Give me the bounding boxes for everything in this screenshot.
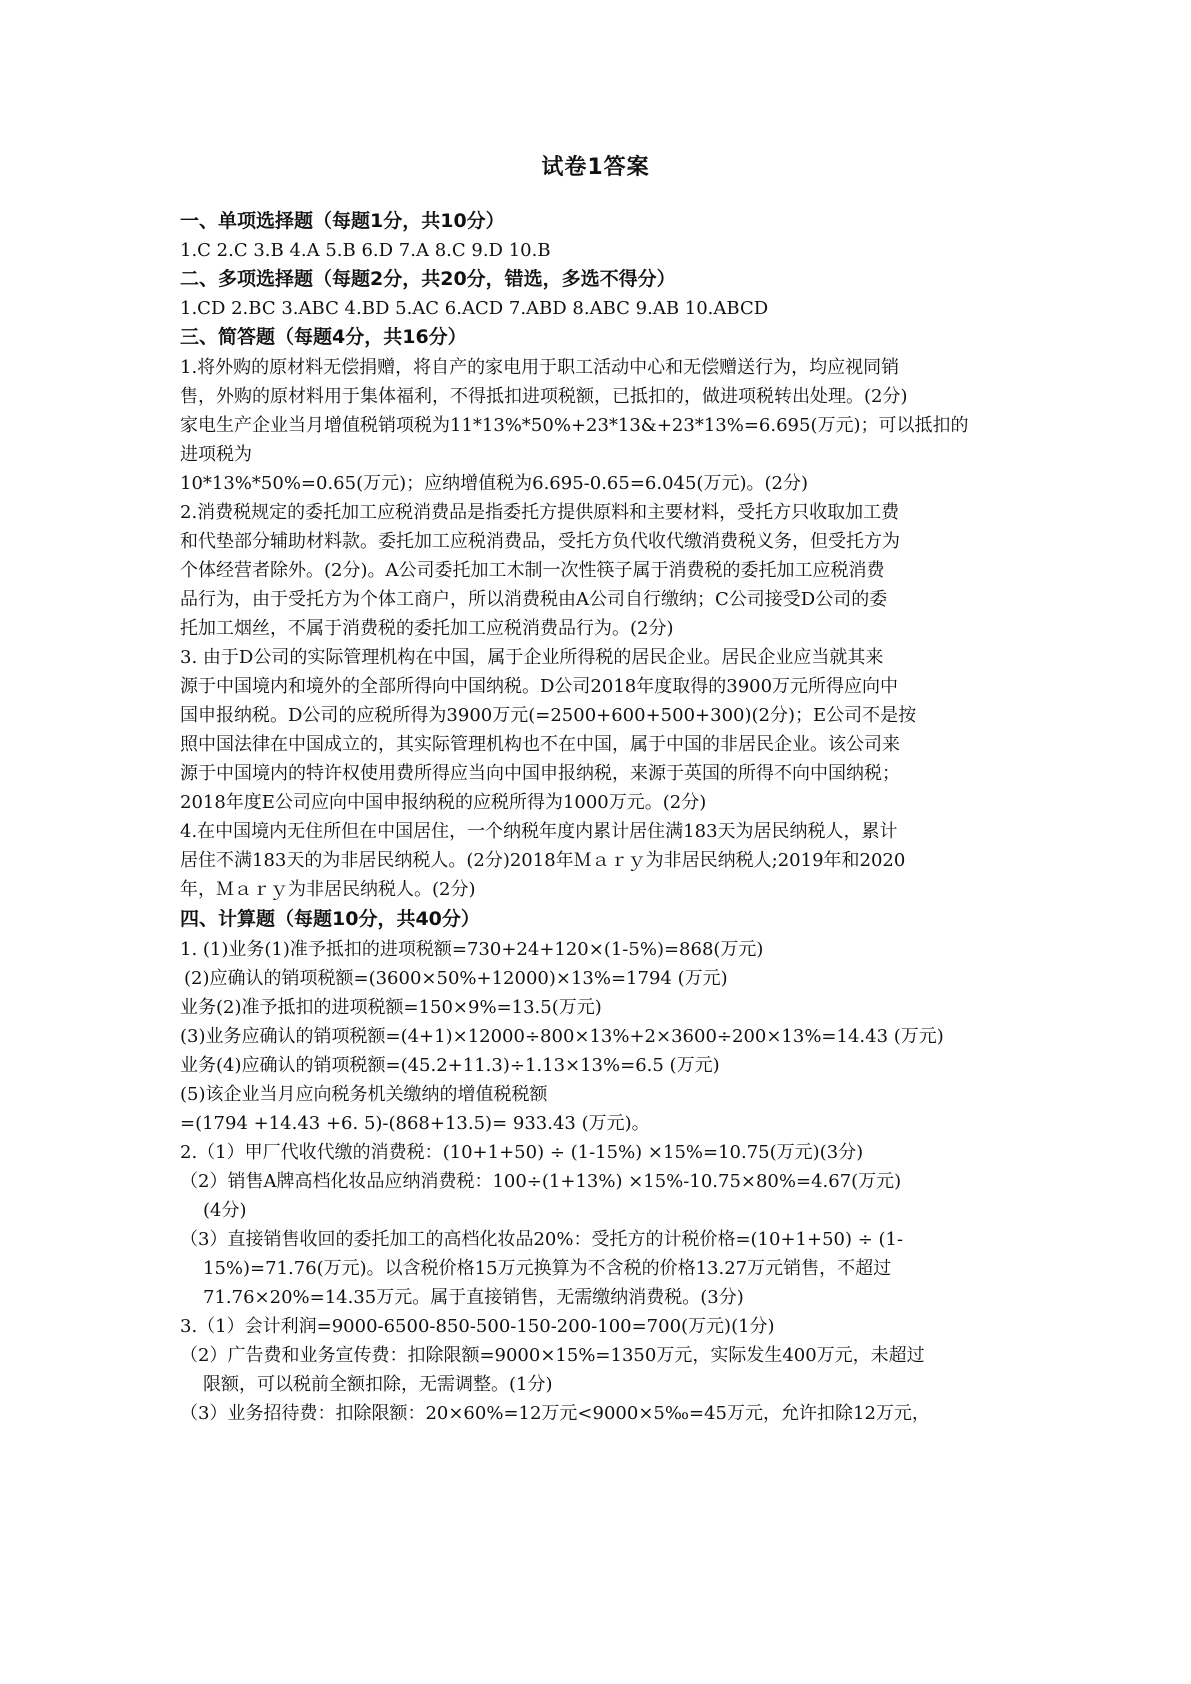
answer-line: 托加工烟丝，不属于消费税的委托加工应税消费品行为。(2分) — [180, 618, 674, 639]
answer-line: 照中国法律在中国成立的，其实际管理机构也不在中国，属于中国的非居民企业。该公司来 — [180, 734, 900, 755]
answer-line: 售，外购的原材料用于集体福利，不得抵扣进项税额，已抵扣的，做进项税转出处理。(2分) — [180, 386, 908, 407]
answer-line: 10*13%*50%=0.65(万元)；应纳增值税为6.695-0.65=6.045(万元)。(2分) — [180, 473, 808, 494]
answer-line: 3. 由于D公司的实际管理机构在中国，属于企业所得税的居民企业。居民企业应当就其来 — [180, 647, 884, 668]
answer-line: 源于中国境内和境外的全部所得向中国纳税。D公司2018年度取得的3900万元所得应向中 — [180, 676, 899, 697]
section-heading-short-answer: 三、简答题（每题4分，共16分） — [180, 326, 467, 348]
answer-line: 1.将外购的原材料无偿捐赠，将自产的家电用于职工活动中心和无偿赠送行为，均应视同销 — [180, 357, 900, 378]
answer-line: 年，Ｍａｒｙ为非居民纳税人。(2分) — [180, 879, 476, 900]
answer-line: 15%)=71.76(万元)。以含税价格15万元换算为不含税的价格13.27万元销售，不超过 — [203, 1258, 892, 1279]
answer-line: （2）广告费和业务宣传费：扣除限额=9000×15%=1350万元，实际发生400万元，未超过 — [180, 1345, 925, 1366]
section-heading-single-choice: 一、单项选择题（每题1分，共10分） — [180, 210, 505, 232]
answer-line: 进项税为 — [180, 444, 252, 465]
answer-line: 家电生产企业当月增值税销项税为11*13%*50%+23*13&+23*13%=6.695(万元)；可以抵扣的 — [180, 415, 969, 436]
section-heading-multiple-choice: 二、多项选择题（每题2分，共20分，错选，多选不得分） — [180, 268, 676, 290]
answer-line: 业务(4)应确认的销项税额=(45.2+11.3)÷1.13×13%=6.5 (万元) — [180, 1055, 720, 1076]
answer-line: (3)业务应确认的销项税额=(4+1)×12000÷800×13%+2×3600÷200×13%=14.43 (万元) — [180, 1026, 944, 1047]
answer-line: 71.76×20%=14.35万元。属于直接销售，无需缴纳消费税。(3分) — [203, 1287, 744, 1308]
answer-line: (5)该企业当月应向税务机关缴纳的增值税税额 — [180, 1084, 548, 1105]
answer-line: 和代垫部分辅助材料款。委托加工应税消费品，受托方负代收代缴消费税义务，但受托方为 — [180, 531, 900, 552]
answer-line: 个体经营者除外。(2分)。A公司委托加工木制一次性筷子属于消费税的委托加工应税消费 — [180, 560, 885, 581]
answer-line: 居住不满183天的为非居民纳税人。(2分)2018年Ｍａｒｙ为非居民纳税人;2019年和2020 — [180, 850, 906, 871]
answer-line: （2）销售A牌高档化妆品应纳消费税：100÷(1+13%) ×15%-10.75×80%=4.67(万元) — [180, 1171, 902, 1192]
section-heading-calculation: 四、计算题（每题10分，共40分） — [180, 908, 480, 930]
answer-line: 2.（1）甲厂代收代缴的消费税：(10+1+50) ÷ (1-15%) ×15%=10.75(万元)(3分) — [180, 1142, 864, 1163]
answer-line: =(1794 +14.43 +6. 5)-(868+13.5)= 933.43 (万元)。 — [180, 1113, 650, 1134]
answer-line: （3）直接销售收回的委托加工的高档化妆品20%：受托方的计税价格=(10+1+50) ÷ (1- — [180, 1229, 904, 1250]
answer-line: 4.在中国境内无住所但在中国居住，一个纳税年度内累计居住满183天为居民纳税人，累计 — [180, 821, 898, 842]
answer-line: 1.C 2.C 3.B 4.A 5.B 6.D 7.A 8.C 9.D 10.B — [180, 240, 551, 261]
answer-line: 限额，可以税前全额扣除，无需调整。(1分) — [203, 1374, 553, 1395]
answer-line: 2018年度E公司应向中国申报纳税的应税所得为1000万元。(2分) — [180, 792, 707, 813]
answer-line: 源于中国境内的特许权使用费所得应当向中国申报纳税，来源于英国的所得不向中国纳税； — [180, 763, 900, 784]
answer-line: 1. (1)业务(1)准予抵扣的进项税额=730+24+120×(1-5%)=868(万元) — [180, 939, 764, 960]
answer-line: 2.消费税规定的委托加工应税消费品是指委托方提供原料和主要材料，受托方只收取加工费 — [180, 502, 900, 523]
answer-line: 3.（1）会计利润=9000-6500-850-500-150-200-100=700(万元)(1分) — [180, 1316, 775, 1337]
answer-line: 品行为，由于受托方为个体工商户，所以消费税由A公司自行缴纳；C公司接受D公司的委 — [180, 589, 888, 610]
answer-line: 1.CD 2.BC 3.ABC 4.BD 5.AC 6.ACD 7.ABD 8.ABC 9.AB 10.ABCD — [180, 298, 769, 319]
answer-line: （3）业务招待费：扣除限额：20×60%=12万元<9000×5‰=45万元，允许扣除12万元， — [180, 1403, 930, 1424]
page-title: 试卷1答案 — [541, 155, 650, 180]
answer-line: 国申报纳税。D公司的应税所得为3900万元(=2500+600+500+300)(2分)；E公司不是按 — [180, 705, 917, 726]
answer-line: (4分) — [203, 1200, 247, 1221]
answer-line: 业务(2)准予抵扣的进项税额=150×9%=13.5(万元) — [180, 997, 602, 1018]
answer-line: (2)应确认的销项税额=(3600×50%+12000)×13%=1794 (万元) — [184, 968, 728, 989]
